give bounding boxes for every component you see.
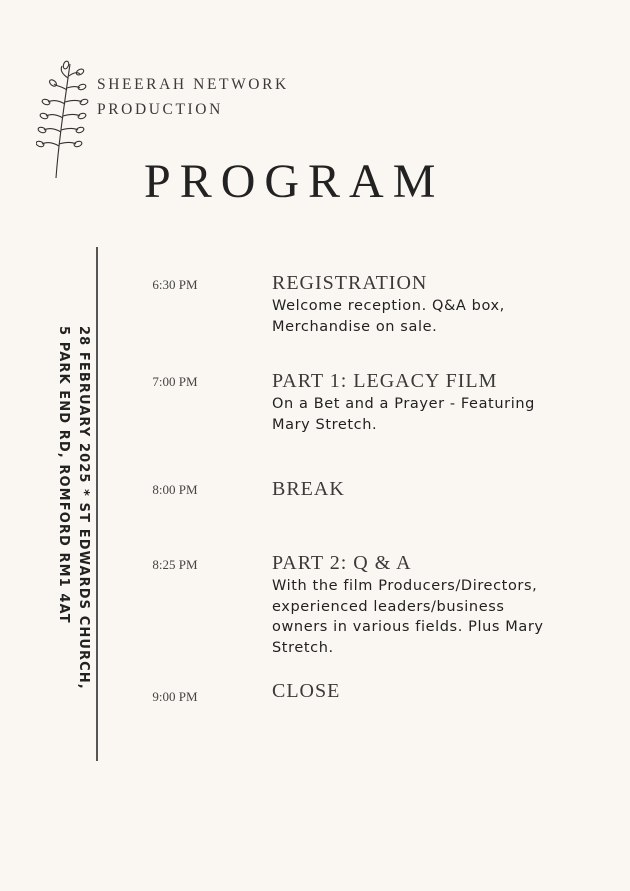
schedule-title: BREAK xyxy=(272,478,345,500)
schedule-item xyxy=(272,270,592,337)
leaf-sprig-icon xyxy=(36,60,90,180)
schedule-time: 9:00 PM xyxy=(152,689,198,704)
organization-name xyxy=(97,72,289,122)
schedule-title: PART 1: LEGACY FILM xyxy=(272,370,498,392)
schedule-description: On a Bet and a Prayer - Featuring Mary Stretch. xyxy=(272,396,535,433)
schedule-description: Welcome reception. Q&A box, Merchandise on sale. xyxy=(272,298,505,335)
page-title: PROGRAM xyxy=(144,155,445,208)
schedule-title: CLOSE xyxy=(272,680,341,702)
schedule-item xyxy=(272,476,592,502)
schedule-item xyxy=(272,368,592,435)
schedule-time: 8:00 PM xyxy=(152,482,198,497)
address-line: 5 PARK END RD, ROMFORD RM1 4AT xyxy=(56,326,71,624)
schedule-title: PART 2: Q & A xyxy=(272,552,412,574)
schedule-item xyxy=(272,678,592,704)
schedule-description: With the film Producers/Directors, experienced leaders/business owners in various fields. Plus Mary Stretch. xyxy=(272,578,544,656)
date-venue-line: 28 FEBRUARY 2025 * ST EDWARDS CHURCH, xyxy=(76,326,91,690)
schedule-time: 8:25 PM xyxy=(152,557,198,572)
schedule-title: REGISTRATION xyxy=(272,272,428,294)
org-line-2: PRODUCTION xyxy=(97,101,223,118)
schedule-item xyxy=(272,550,592,658)
schedule-time: 7:00 PM xyxy=(152,374,198,389)
timeline-divider xyxy=(96,247,98,761)
org-line-1: SHEERAH NETWORK xyxy=(97,76,289,93)
schedule-time: 6:30 PM xyxy=(152,277,198,292)
event-date-location xyxy=(53,326,93,696)
